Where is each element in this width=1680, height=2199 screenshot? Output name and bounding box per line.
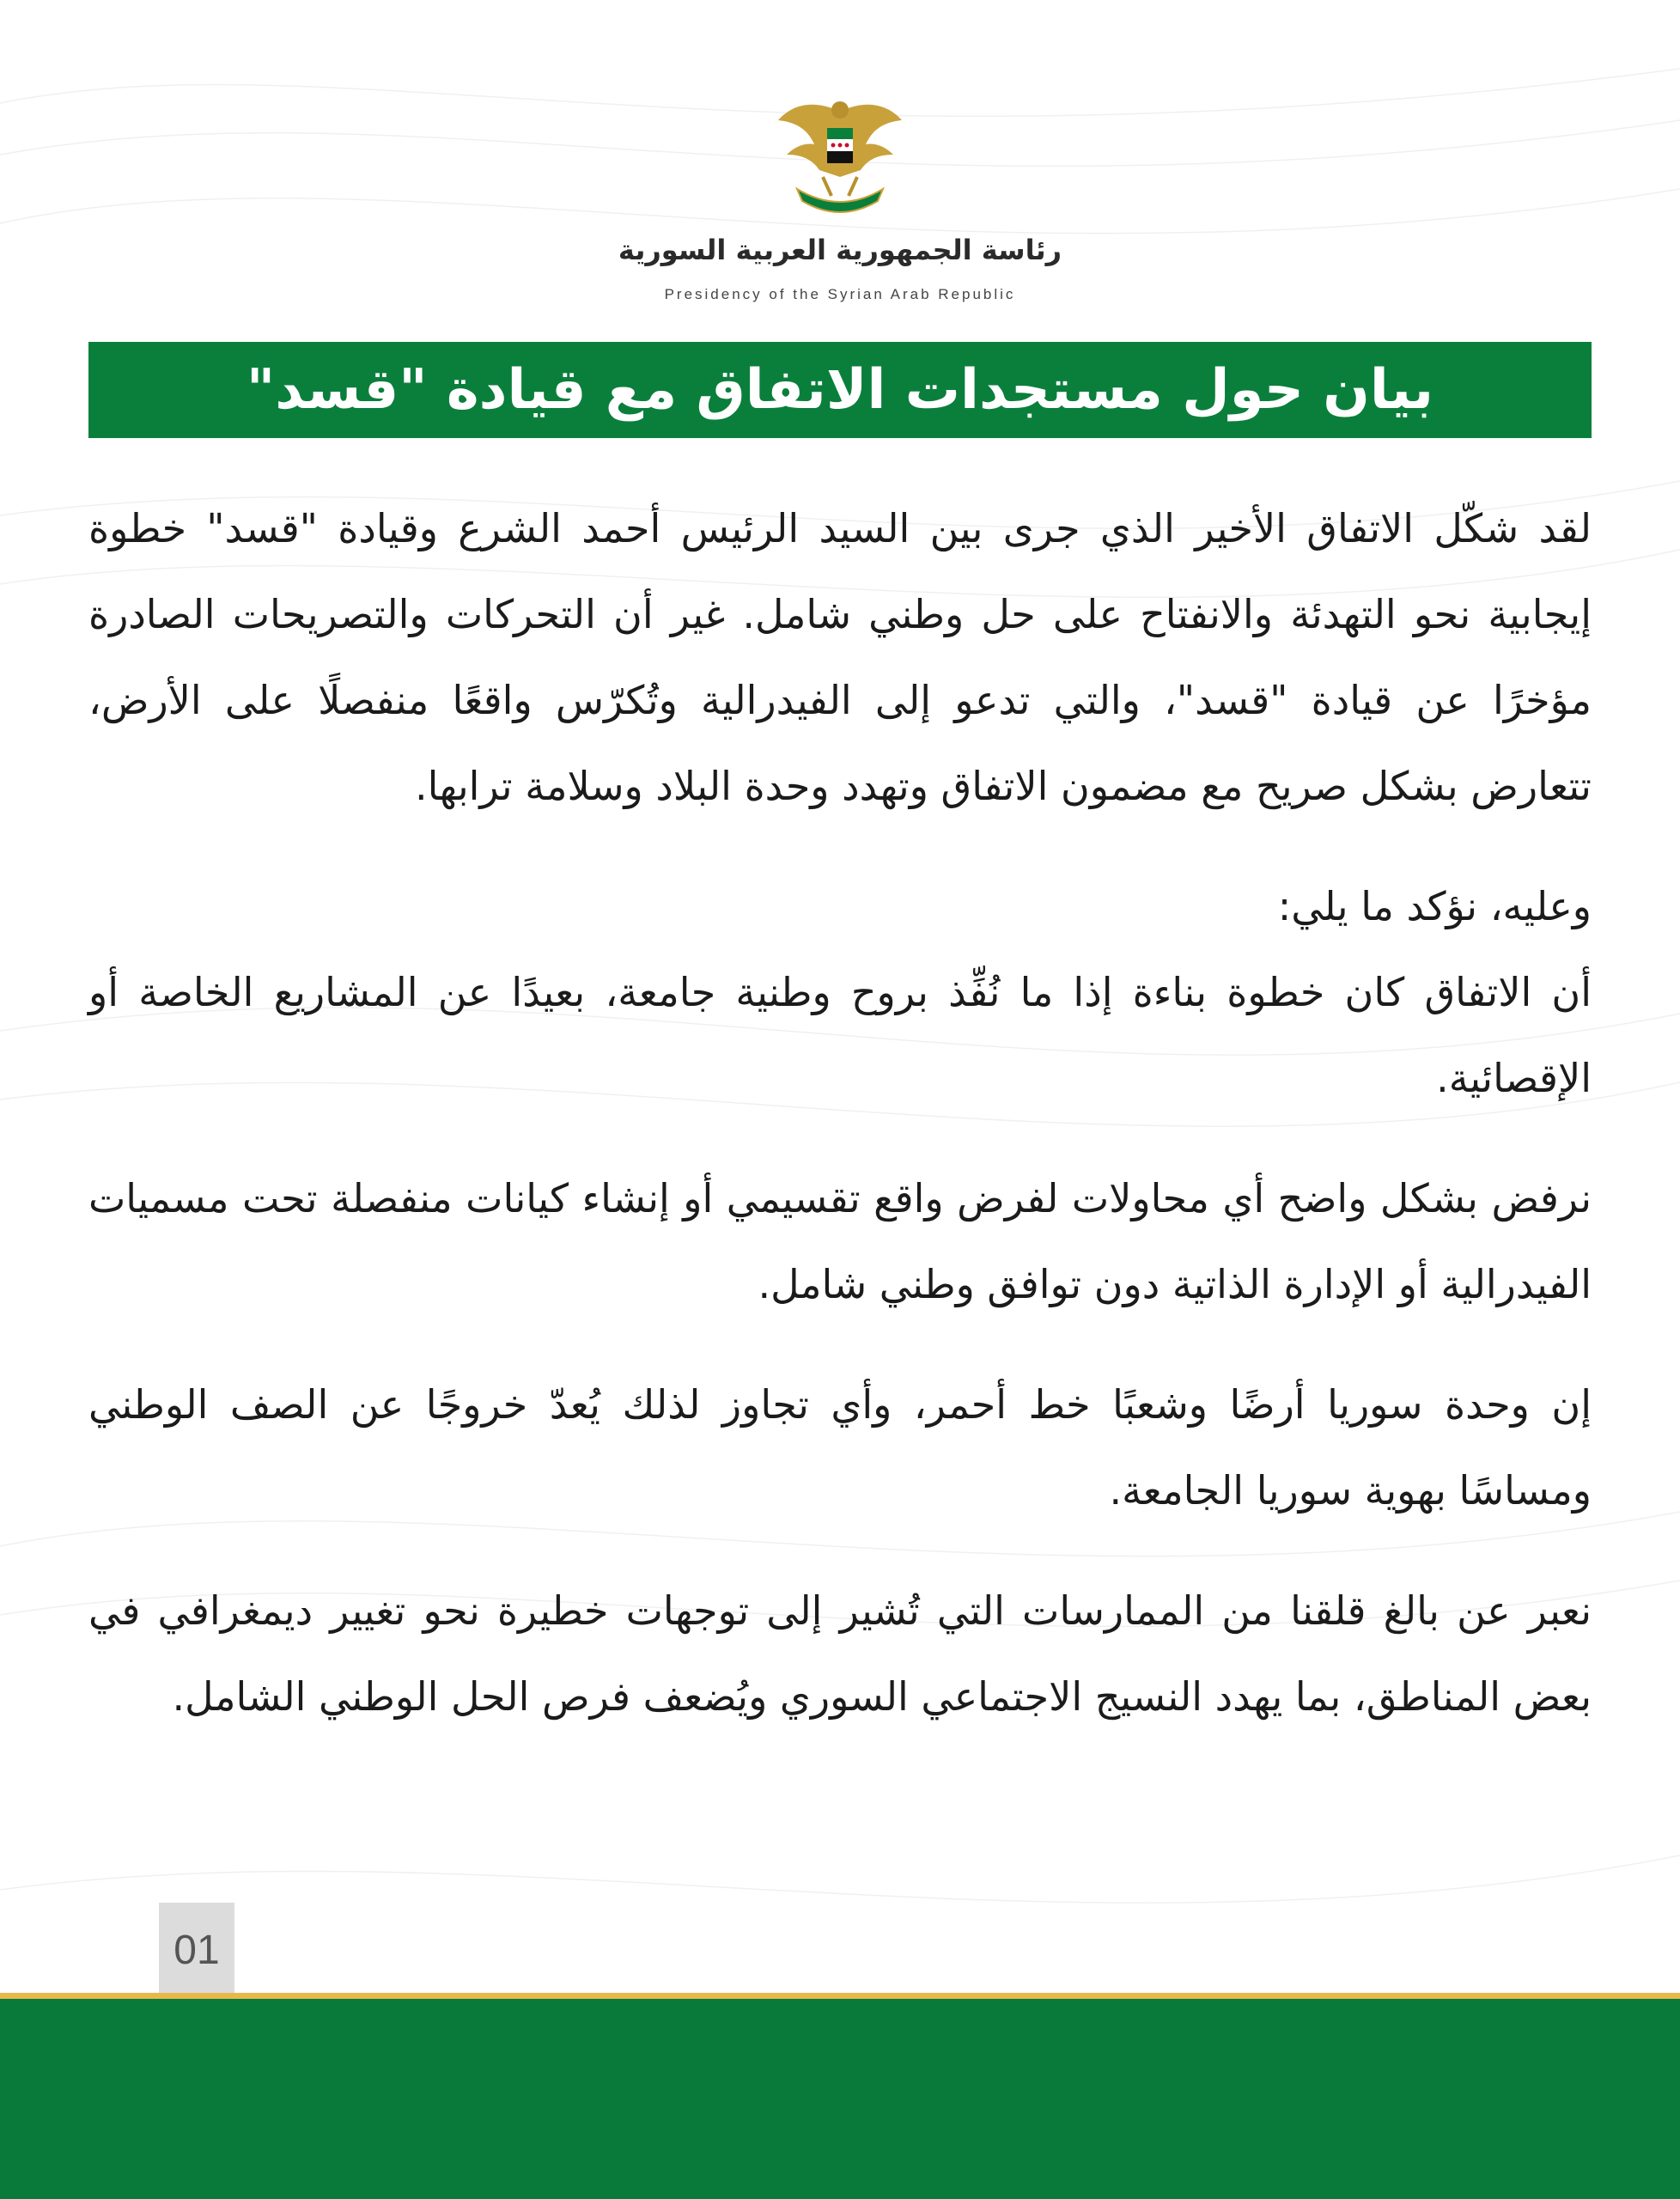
statement-body <box>88 485 1592 1739</box>
footer-green-band <box>0 1999 1680 2199</box>
org-name-english: Presidency of the Syrian Arab Republic <box>664 286 1016 302</box>
org-name-arabic: رئاسة الجمهورية العربية السورية <box>618 234 1062 266</box>
paragraph-point-1: أن الاتفاق كان خطوة بناءة إذا ما نُفِّذ بروح وطنية جامعة، بعيدًا عن المشاريع الخاصة أو الإقصائية. <box>88 969 1592 1101</box>
paragraph-therefore: وعليه، نؤكد ما يلي: <box>1277 883 1592 929</box>
title-banner <box>88 342 1592 438</box>
paragraph-point-3: إن وحدة سوريا أرضًا وشعبًا خط أحمر، وأي تجاوز لذلك يُعدّ خروجًا عن الصف الوطني ومساسًا بهوية سوريا الجامعة. <box>88 1381 1592 1514</box>
paragraph-point-4: نعبر عن بالغ قلقنا من الممارسات التي تُشير إلى توجهات خطيرة نحو تغيير ديمغرافي في بعض المناطق، بما يهدد النسيج الاجتماعي السوري ويُضعف فرص الحل الوطني الشامل. <box>88 1587 1592 1720</box>
paragraph-intro: لقد شكّل الاتفاق الأخير الذي جرى بين السيد الرئيس أحمد الشرع وقيادة "قسد" خطوة إيجابية نحو التهدئة والانفتاح على حل وطني شامل. غير أن التحركات والتصريحات الصادرة مؤخرًا عن قيادة "قسد"، والتي تدعو إلى الفيدرالية وتُكرّس واقعًا منفصلًا على الأرض، تتعارض بشكل صريح مع مضمون الاتفاق وتهدد وحدة البلاد وسلامة ترابها. <box>88 505 1592 809</box>
syrian-eagle-emblem-icon <box>771 94 909 223</box>
statement-title: بيان حول مستجدات الاتفاق مع قيادة "قسد" <box>246 358 1434 422</box>
paragraph-point-2: نرفض بشكل واضح أي محاولات لفرض واقع تقسيمي أو إنشاء كيانات منفصلة تحت مسميات الفيدرالية أو الإدارة الذاتية دون توافق وطني شامل. <box>88 1175 1592 1307</box>
footer-gold-line <box>0 1993 1680 1999</box>
page-number-badge: 01 <box>159 1903 234 1997</box>
